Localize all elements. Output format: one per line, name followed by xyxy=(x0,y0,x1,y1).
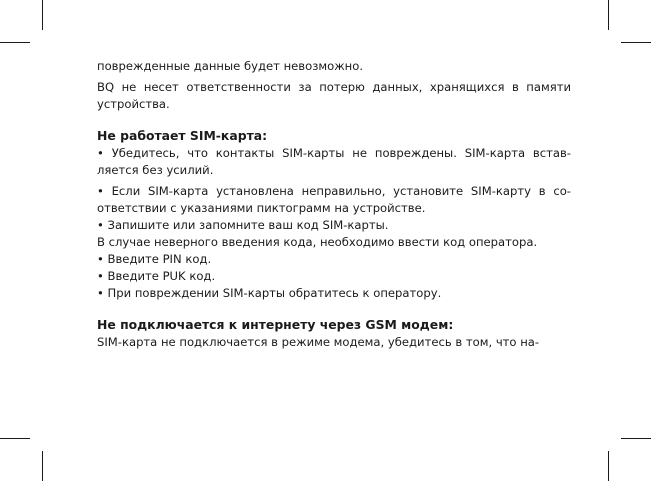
manual-page xyxy=(97,58,571,351)
paragraph-modem-mode: SIM-карта не подключается в режиме модема, убедитесь в том, что на- xyxy=(97,335,540,349)
crop-mark-bottom-left-horizontal xyxy=(0,438,30,439)
bullet-remember-code: • Запишите или запомните ваш код SIM-карты. xyxy=(97,218,389,232)
crop-mark-bottom-left-vertical xyxy=(42,451,43,481)
bullet-enter-puk: • Введите PUK код. xyxy=(97,269,216,283)
paragraph-bq-liability: BQ не несет ответственности за потерю данных, хранящихся в памяти устройства. xyxy=(97,80,571,111)
heading-sim-not-working: Не работает SIM-карта: xyxy=(97,128,268,143)
crop-mark-top-right-horizontal xyxy=(621,42,651,43)
paragraph-data-loss: поврежденные данные будет невозможно. xyxy=(97,59,364,73)
bullet-reinstall-sim: • Если SIM-карта установлена неправильно, установите SIM-карту в со-ответствии с указаниями пиктограмм на устройстве. xyxy=(97,184,571,215)
heading-no-internet-gsm: Не подключается к интернету через GSM модем: xyxy=(97,317,454,332)
paragraph-wrong-code: В случае неверного введения кода, необходимо ввести код оператора. xyxy=(97,235,538,249)
bullet-check-contacts: • Убедитесь, что контакты SIM-карты не повреждены. SIM-карта встав-ляется без усилий. xyxy=(97,146,571,177)
crop-mark-bottom-right-vertical xyxy=(608,451,609,481)
bullet-enter-pin: • Введите PIN код. xyxy=(97,252,212,266)
bullet-contact-operator: • При повреждении SIM-карты обратитесь к оператору. xyxy=(97,286,442,300)
crop-mark-top-left-vertical xyxy=(42,0,43,30)
crop-mark-top-left-horizontal xyxy=(0,42,30,43)
crop-mark-bottom-right-horizontal xyxy=(621,438,651,439)
crop-mark-top-right-vertical xyxy=(608,0,609,30)
